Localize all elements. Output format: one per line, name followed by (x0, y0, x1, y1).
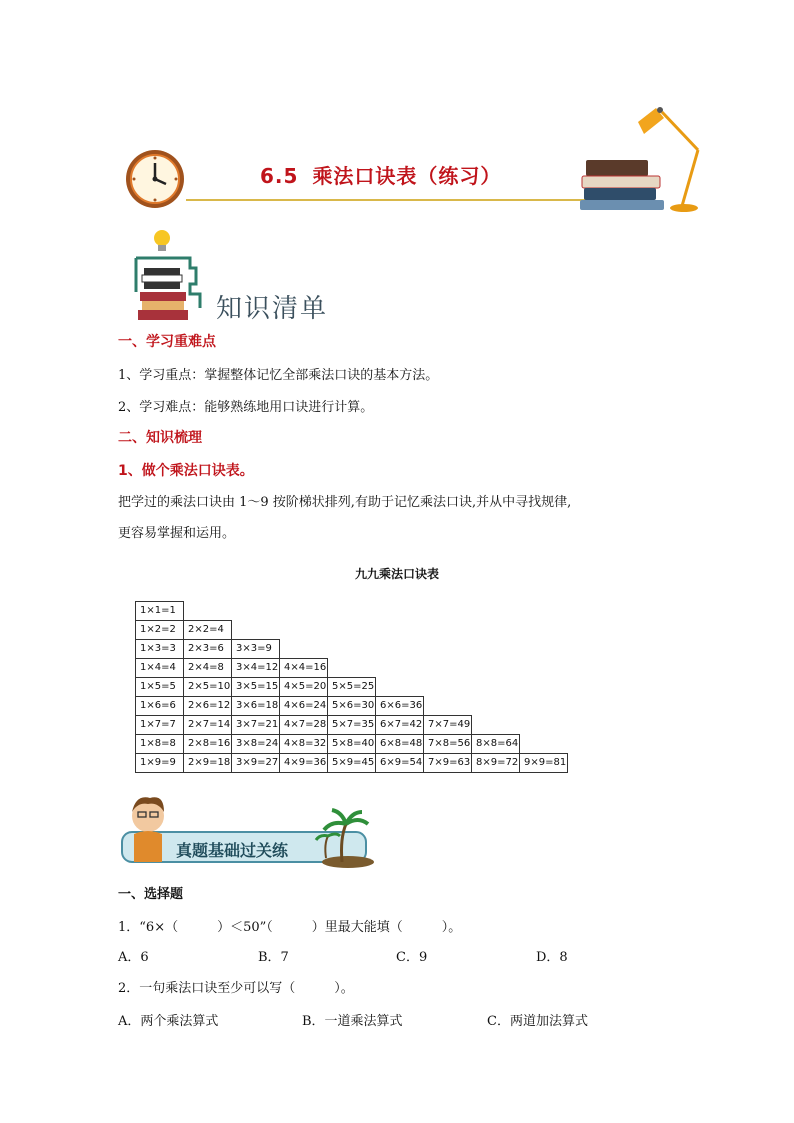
table-cell: 7×9=63 (423, 753, 472, 773)
table-cell: 3×6=18 (231, 696, 280, 716)
table-cell: 5×9=45 (327, 753, 376, 773)
table-cell: 1×1=1 (135, 601, 184, 621)
table-cell: 8×8=64 (471, 734, 520, 754)
table-caption: 九九乘法口诀表 (354, 567, 439, 581)
table-cell: 1×4=4 (135, 658, 184, 678)
lesson-title: 乘法口诀表（练习） (312, 164, 502, 188)
table-cell: 2×3=6 (183, 639, 232, 659)
page-title (260, 160, 560, 189)
section-banner-title: 知识清单 (216, 294, 329, 324)
q2-option-b[interactable]: B．一道乘法算式 (302, 1014, 403, 1029)
table-cell: 3×7=21 (231, 715, 280, 735)
q2-option-a[interactable]: A．两个乘法算式 (118, 1014, 219, 1029)
table-cell: 1×5=5 (135, 677, 184, 697)
table-cell: 2×5=10 (183, 677, 232, 697)
heading-knowledge: 二、知识梳理 (118, 430, 202, 446)
knowledge-list-illustration (130, 228, 220, 324)
table-cell: 8×9=72 (471, 753, 520, 773)
clock-icon (124, 148, 186, 210)
table-cell: 3×8=24 (231, 734, 280, 754)
table-cell: 2×9=18 (183, 753, 232, 773)
lesson-number: 6.5 (260, 164, 299, 188)
table-cell: 6×7=42 (375, 715, 424, 735)
key-point-2: 2、学习难点：能够熟练地用口诀进行计算。 (118, 400, 374, 415)
table-cell: 5×7=35 (327, 715, 376, 735)
practice-banner-title: 真题基础过关练 (176, 841, 289, 860)
table-cell: 1×8=8 (135, 734, 184, 754)
heading-key-points: 一、学习重难点 (118, 334, 216, 350)
table-cell: 3×3=9 (231, 639, 280, 659)
table-cell: 4×6=24 (279, 696, 328, 716)
header-rule (186, 199, 586, 201)
table-cell: 5×6=30 (327, 696, 376, 716)
key-point-1: 1、学习重点：掌握整体记忆全部乘法口诀的基本方法。 (118, 368, 439, 383)
table-cell: 4×9=36 (279, 753, 328, 773)
q1-option-c[interactable]: C．9 (396, 950, 428, 965)
table-cell: 7×8=56 (423, 734, 472, 754)
table-cell: 1×2=2 (135, 620, 184, 640)
table-cell: 6×6=36 (375, 696, 424, 716)
table-cell: 2×7=14 (183, 715, 232, 735)
table-cell: 4×7=28 (279, 715, 328, 735)
table-cell: 3×9=27 (231, 753, 280, 773)
table-cell: 2×2=4 (183, 620, 232, 640)
table-cell: 2×6=12 (183, 696, 232, 716)
table-cell: 9×9=81 (519, 753, 568, 773)
table-cell: 1×9=9 (135, 753, 184, 773)
exercise-section-title: 一、选择题 (118, 887, 184, 902)
q1-option-d[interactable]: D．8 (536, 950, 568, 965)
table-cell: 5×8=40 (327, 734, 376, 754)
table-cell: 1×3=3 (135, 639, 184, 659)
paragraph-line-1: 把学过的乘法口诀由 1～9 按阶梯状排列,有助于记忆乘法口诀,并从中寻找规律, (118, 495, 572, 510)
table-cell: 7×7=49 (423, 715, 472, 735)
heading-make-table: 1、做个乘法口诀表。 (118, 463, 254, 479)
table-cell: 4×5=20 (279, 677, 328, 697)
table-cell: 2×4=8 (183, 658, 232, 678)
question-1: 1．“6×（ ）＜50”（ ）里最大能填（ ）。 (118, 920, 462, 935)
table-cell: 1×7=7 (135, 715, 184, 735)
practice-banner (118, 788, 374, 870)
table-cell: 1×6=6 (135, 696, 184, 716)
q2-option-c[interactable]: C．两道加法算式 (487, 1014, 588, 1029)
q1-option-a[interactable]: A．6 (118, 950, 149, 965)
table-cell: 6×9=54 (375, 753, 424, 773)
table-cell: 4×4=16 (279, 658, 328, 678)
table-cell: 3×5=15 (231, 677, 280, 697)
q1-option-b[interactable]: B．7 (258, 950, 289, 965)
table-cell: 2×8=16 (183, 734, 232, 754)
paragraph-line-2: 更容易掌握和运用。 (118, 526, 236, 541)
books-lamp-icon (578, 102, 708, 214)
table-cell: 5×5=25 (327, 677, 376, 697)
table-cell: 3×4=12 (231, 658, 280, 678)
question-2: 2．一句乘法口诀至少可以写（ ）。 (118, 981, 354, 996)
table-cell: 4×8=32 (279, 734, 328, 754)
table-cell: 6×8=48 (375, 734, 424, 754)
